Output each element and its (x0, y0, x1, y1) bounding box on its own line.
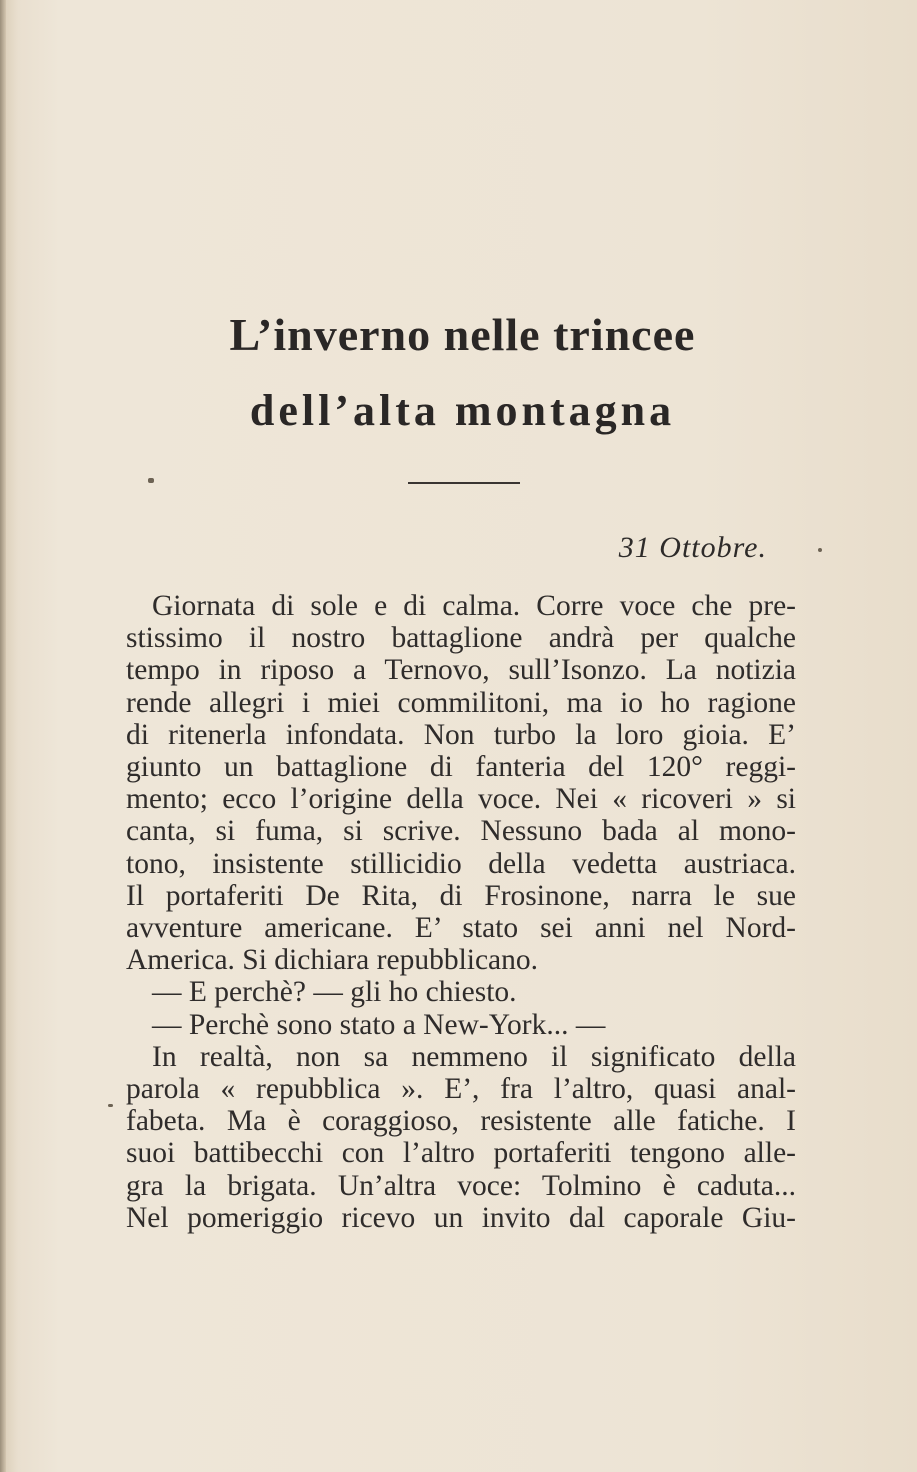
chapter-title-line-1: L’inverno nelle trincee (229, 309, 696, 360)
chapter-title-line-2: dell’alta montagna (249, 386, 676, 435)
text-line: Giornata di sole e di calma. Corre voce che pre- (152, 590, 796, 622)
print-speck (148, 478, 154, 483)
text-line: In realtà, non sa nemmeno il significato della (152, 1040, 796, 1073)
text-line: giunto un battaglione di fanteria del 120° reggi- (126, 751, 796, 784)
page-binding-edge (0, 0, 6, 1472)
text-line: tempo in riposo a Ternovo, sull’Isonzo. La notizia (126, 654, 796, 687)
text-line: di ritenerla infondata. Non turbo la loro gioia. E’ (126, 718, 796, 751)
text-line: — E perchè? — gli ho chiesto. (152, 976, 517, 1009)
text-line: — Perchè sono stato a New-York... — (152, 1008, 606, 1041)
text-line: Nel pomeriggio ricevo un invito dal caporale Giu- (126, 1201, 796, 1234)
text-line: America. Si dichiara repubblicano. (126, 944, 539, 977)
print-speck (818, 548, 822, 552)
diary-date: 31 Ottobre. (618, 531, 767, 564)
title-divider-rule (408, 482, 520, 484)
text-line: rende allegri i miei commilitoni, ma io ho ragione (126, 686, 796, 719)
text-line: suoi battibecchi con l’altro portaferiti tengono alle- (126, 1137, 796, 1170)
text-line: stissimo il nostro battaglione andrà per qualche (126, 622, 796, 655)
text-line: tono, insistente stillicidio della vedetta austriaca. (126, 847, 796, 880)
text-line: mento; ecco l’origine della voce. Nei « ricoveri » si (126, 783, 796, 816)
text-line: avventure americane. E’ stato sei anni nel Nord- (126, 912, 796, 945)
text-line: gra la brigata. Un’altra voce: Tolmino è caduta... (126, 1169, 796, 1202)
text-line: parola « repubblica ». E’, fra l’altro, quasi anal- (126, 1073, 796, 1106)
print-speck (108, 1104, 113, 1107)
body-paragraph (126, 590, 796, 1234)
text-line: Il portaferiti De Rita, di Frosinone, narra le sue (126, 879, 796, 912)
text-line: fabeta. Ma è coraggioso, resistente alle fatiche. I (126, 1105, 796, 1138)
text-line: canta, si fuma, si scrive. Nessuno bada al mono- (126, 815, 796, 848)
